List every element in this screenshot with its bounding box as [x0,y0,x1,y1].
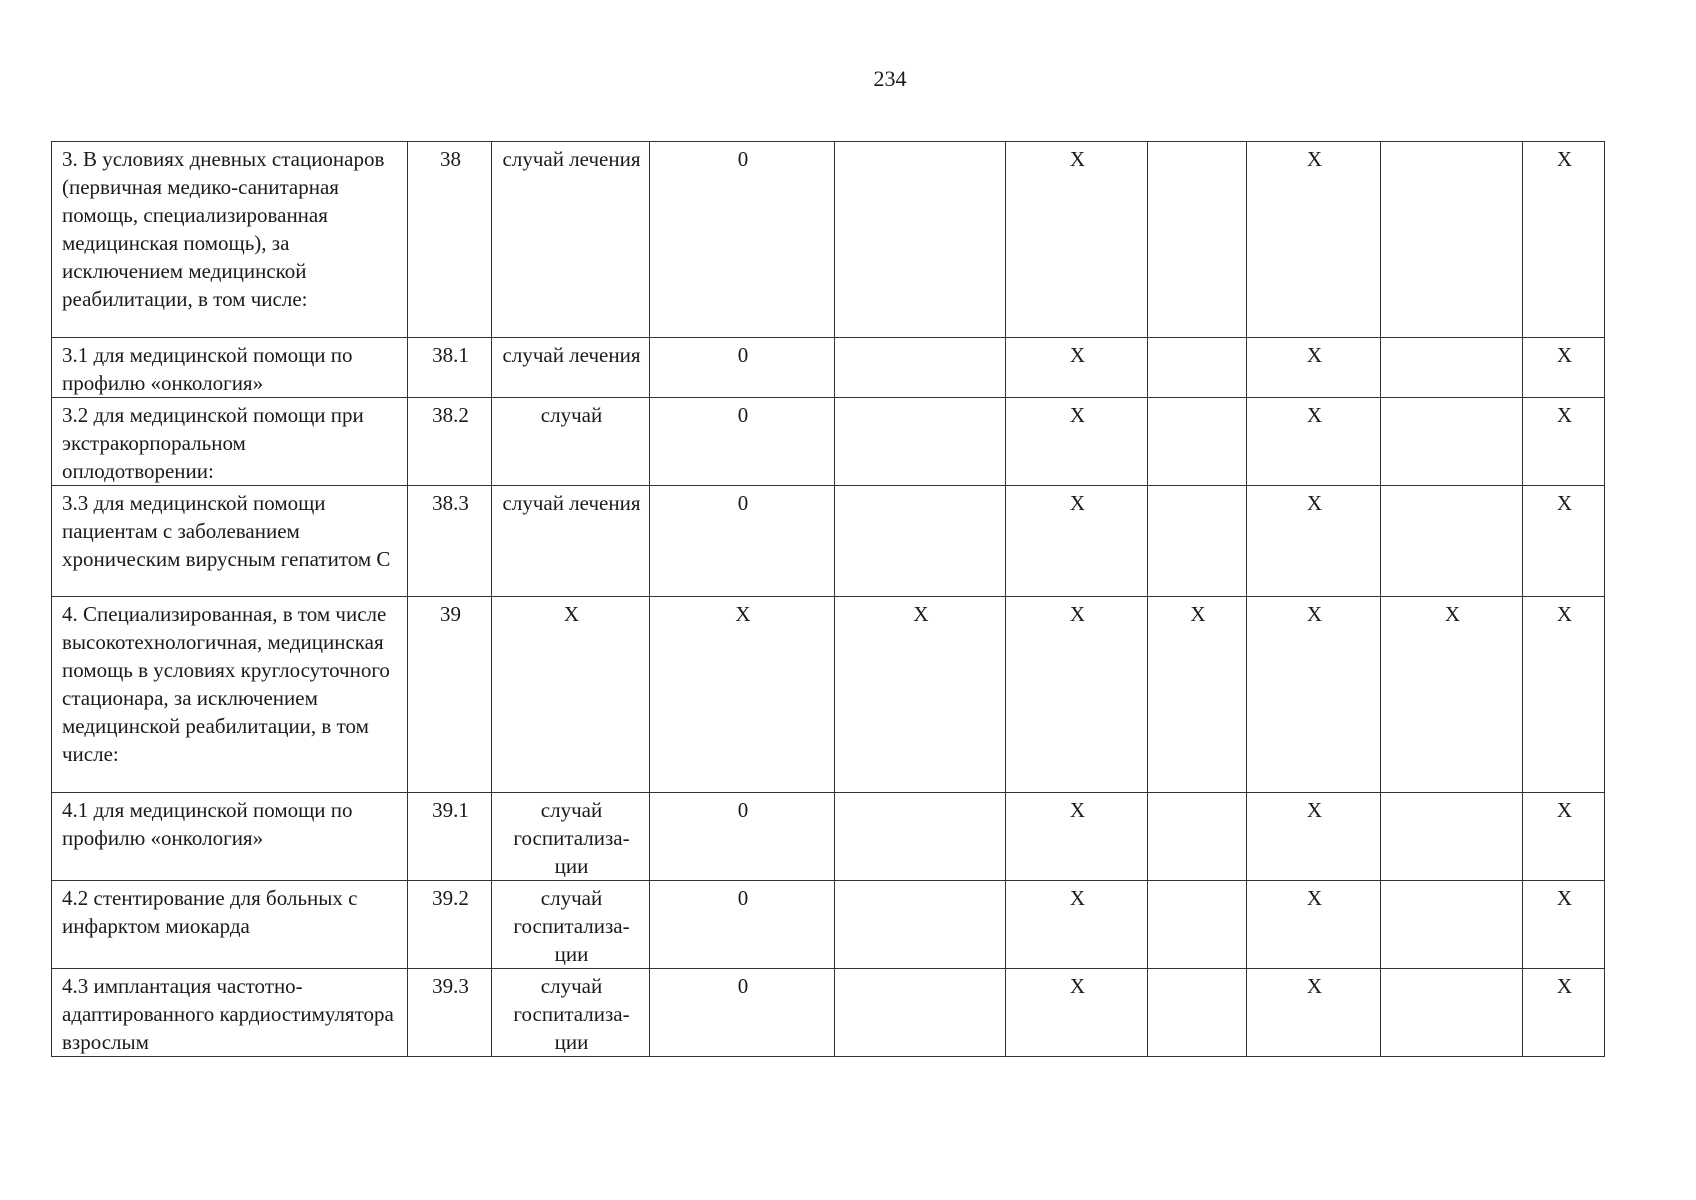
unit-cell: случай лечения [492,142,650,338]
value-cell [1148,881,1247,969]
value-cell: X [1006,142,1148,338]
value-cell: X [1247,881,1381,969]
table-row [52,398,1605,486]
value-cell: X [1523,398,1605,486]
data-table [51,141,1605,1057]
value-cell: X [1006,597,1148,793]
value-cell: X [1006,486,1148,597]
value-cell [1148,338,1247,398]
value-cell: X [1523,793,1605,881]
row-name-cell: 3.1 для медицинской помощи по профилю «онкология» [52,338,408,398]
value-cell [835,793,1006,881]
row-number-cell: 38.3 [408,486,492,597]
value-cell: X [1006,398,1148,486]
value-cell [1381,142,1523,338]
value-cell: 0 [650,969,835,1057]
value-cell: X [1006,793,1148,881]
value-cell [1148,793,1247,881]
table-row [52,881,1605,969]
value-cell: X [1006,881,1148,969]
value-cell [835,398,1006,486]
value-cell: X [1247,969,1381,1057]
value-cell [1148,969,1247,1057]
row-name-cell: 4.3 имплантация частотно-адаптированного кардиостимулятора взрослым [52,969,408,1057]
value-cell [835,486,1006,597]
value-cell [1381,969,1523,1057]
value-cell [1381,881,1523,969]
table-row [52,597,1605,793]
unit-cell: случай лечения [492,486,650,597]
value-cell: X [1148,597,1247,793]
value-cell: X [1247,142,1381,338]
row-name-cell: 3.2 для медицинской помощи при экстракорпоральном оплодотворении: [52,398,408,486]
row-number-cell: 39.2 [408,881,492,969]
value-cell: X [1006,338,1148,398]
value-cell: X [1247,398,1381,486]
value-cell: 0 [650,793,835,881]
value-cell: X [1523,597,1605,793]
row-number-cell: 39.3 [408,969,492,1057]
value-cell [835,881,1006,969]
table-row [52,793,1605,881]
table-row [52,486,1605,597]
value-cell [1148,142,1247,338]
value-cell: X [1006,969,1148,1057]
row-number-cell: 39 [408,597,492,793]
value-cell [1381,398,1523,486]
value-cell: 0 [650,142,835,338]
row-name-cell: 4.1 для медицинской помощи по профилю «онкология» [52,793,408,881]
table-body [52,142,1605,1057]
value-cell: X [1523,486,1605,597]
row-number-cell: 39.1 [408,793,492,881]
value-cell [1148,398,1247,486]
value-cell: X [835,597,1006,793]
row-name-cell: 4. Специализированная, в том числе высокотехнологичная, медицинская помощь в условиях круглосуточного стационара, за исключением медицинской реабилитации, в том числе: [52,597,408,793]
value-cell: 0 [650,881,835,969]
value-cell: X [1247,338,1381,398]
table-row [52,338,1605,398]
value-cell [1148,486,1247,597]
value-cell [835,142,1006,338]
value-cell: 0 [650,338,835,398]
unit-cell: случай госпитализа-ции [492,793,650,881]
value-cell: 0 [650,486,835,597]
value-cell: X [650,597,835,793]
value-cell: X [1523,142,1605,338]
unit-cell: X [492,597,650,793]
value-cell [1381,486,1523,597]
table-row [52,142,1605,338]
row-number-cell: 38.1 [408,338,492,398]
value-cell: X [1523,338,1605,398]
value-cell [835,338,1006,398]
unit-cell: случай госпитализа-ции [492,969,650,1057]
value-cell: X [1523,969,1605,1057]
row-number-cell: 38.2 [408,398,492,486]
value-cell: 0 [650,398,835,486]
value-cell [835,969,1006,1057]
value-cell [1381,793,1523,881]
table-row [52,969,1605,1057]
row-number-cell: 38 [408,142,492,338]
value-cell: X [1247,486,1381,597]
unit-cell: случай лечения [492,338,650,398]
value-cell: X [1523,881,1605,969]
value-cell [1381,338,1523,398]
row-name-cell: 3.3 для медицинской помощи пациентам с заболеванием хроническим вирусным гепатитом С [52,486,408,597]
page-number: 234 [873,66,907,91]
row-name-cell: 4.2 стентирование для больных с инфарктом миокарда [52,881,408,969]
row-name-cell: 3. В условиях дневных стационаров (первичная медико-санитарная помощь, специализированная медицинская помощь), за исключением медицинской реабилитации, в том числе: [52,142,408,338]
value-cell: X [1247,597,1381,793]
unit-cell: случай госпитализа-ции [492,881,650,969]
value-cell: X [1381,597,1523,793]
unit-cell: случай [492,398,650,486]
value-cell: X [1247,793,1381,881]
